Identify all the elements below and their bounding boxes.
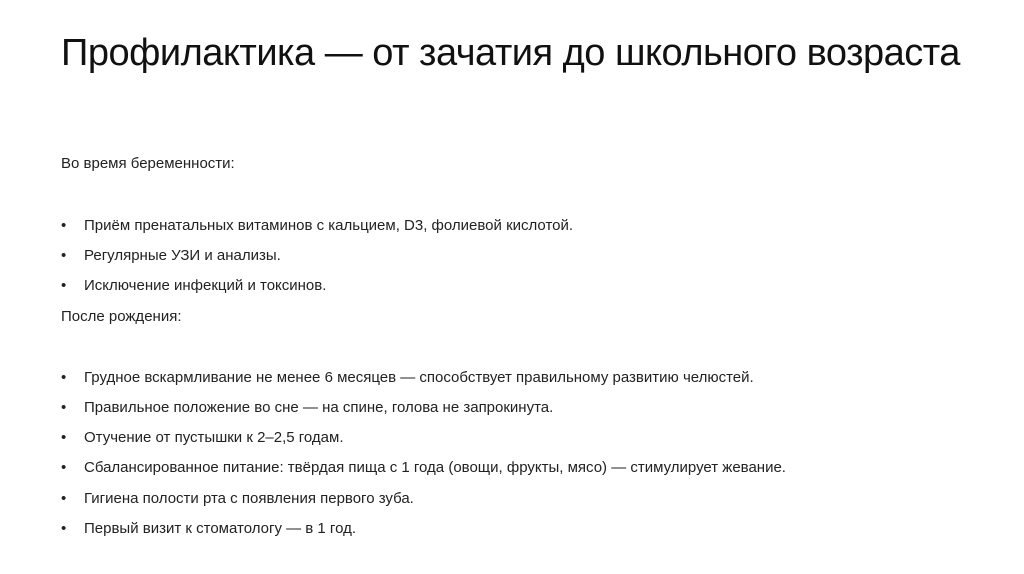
list-item-text: Приём пренатальных витаминов с кальцием, D3, фолиевой кислотой. (84, 217, 574, 234)
list-item-text: Отучение от пустышки к 2–2,5 годам. (84, 429, 344, 446)
bullet-icon: • (61, 429, 67, 446)
list-item-text: Первый визит к стоматологу — в 1 год. (84, 520, 357, 537)
bullet-icon: • (61, 247, 67, 264)
bullet-icon: • (61, 520, 67, 537)
list-item-text: Исключение инфекций и токсинов. (84, 277, 327, 294)
bullet-icon: • (61, 459, 67, 476)
list-item-text: Правильное положение во сне — на спине, голова не запрокинута. (84, 399, 554, 416)
list-item-text: Сбалансированное питание: твёрдая пища с 1 года (овощи, фрукты, мясо) — стимулирует жевание. (84, 459, 786, 476)
section-heading-after-birth: После рождения: (61, 308, 182, 325)
list-item-text: Гигиена полости рта с появления первого зуба. (84, 490, 414, 507)
section-heading-pregnancy: Во время беременности: (61, 155, 235, 172)
bullet-icon: • (61, 277, 67, 294)
slide-title: Профилактика — от зачатия до школьного возраста (61, 32, 960, 74)
bullet-icon: • (61, 369, 67, 386)
list-item-text: Грудное вскармливание не менее 6 месяцев — способствует правильному развитию челюстей. (84, 369, 754, 386)
list-item-text: Регулярные УЗИ и анализы. (84, 247, 281, 264)
bullet-icon: • (61, 490, 67, 507)
bullet-icon: • (61, 217, 67, 234)
bullet-icon: • (61, 399, 67, 416)
